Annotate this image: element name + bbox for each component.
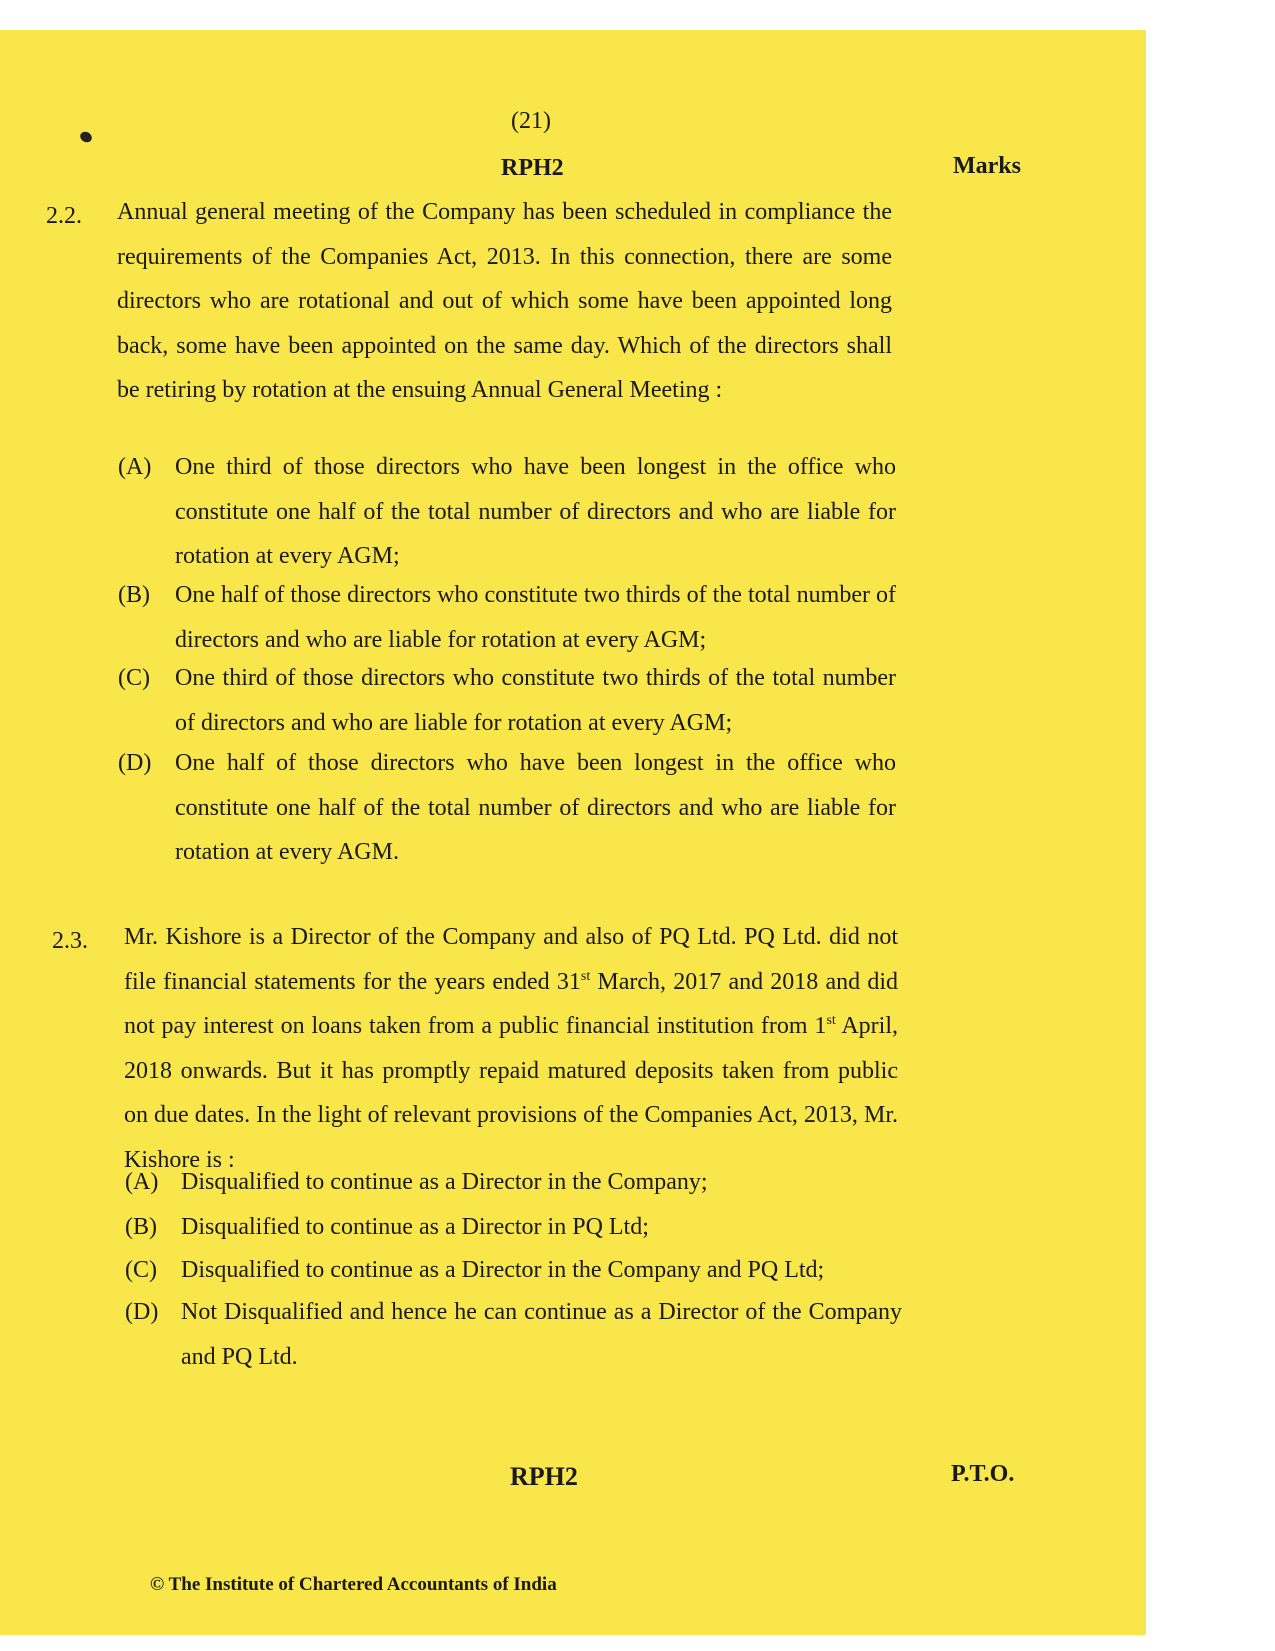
page-number: (21) xyxy=(511,108,551,134)
option-label: (A) xyxy=(125,1169,159,1195)
option-text: Disqualified to continue as a Director in the Company; xyxy=(181,1169,708,1195)
question-text: Mr. Kishore is a Director of the Company and also of PQ Ltd. PQ Ltd. did not file financial statements for the years ended 31st March, 2017 and 2018 and did not pay interest on loans taken from a public financial institution from 1st April, 2018 onwards. But it has promptly repaid matured deposits taken from public on due dates. In the light of relevant provisions of the Companies Act, 2013, Mr. Kishore is : xyxy=(124,924,899,1173)
paper-code: RPH2 xyxy=(501,155,564,181)
option-label: (D) xyxy=(118,750,152,776)
option-label: (C) xyxy=(118,665,150,691)
option-text: Disqualified to continue as a Director in the Company and PQ Ltd; xyxy=(181,1257,825,1283)
option-text: One half of those directors who constitute two thirds of the total number of directors and who are liable for rotation at every AGM; xyxy=(175,582,896,653)
option-text: One third of those directors who constitute two thirds of the total number of directors and who are liable for rotation at every AGM; xyxy=(175,665,896,736)
option-label: (B) xyxy=(118,582,150,608)
option-text: One third of those directors who have been longest in the office who constitute one half of the total number of directors and who are liable for rotation at every AGM; xyxy=(175,454,896,569)
option-text: One half of those directors who have been longest in the office who constitute one half of the total number of directors and who are liable for rotation at every AGM. xyxy=(175,750,896,865)
question-number: 2.2. xyxy=(46,203,82,229)
option-label: (D) xyxy=(125,1299,159,1325)
option-text: Disqualified to continue as a Director in PQ Ltd; xyxy=(181,1214,649,1240)
pto-label: P.T.O. xyxy=(951,1461,1015,1487)
option-text: Not Disqualified and hence he can continue as a Director of the Company and PQ Ltd. xyxy=(181,1299,902,1370)
question-text: Annual general meeting of the Company has been scheduled in compliance the requirements of the Companies Act, 2013. In this connection, there are some directors who are rotational and out of which some have been appointed long back, some have been appointed on the same day. Which of the directors shall be retiring by rotation at the ensuing Annual General Meeting : xyxy=(117,199,892,403)
option-label: (C) xyxy=(125,1257,157,1283)
option-label: (B) xyxy=(125,1214,157,1240)
copyright-footer: © The Institute of Chartered Accountants of India xyxy=(150,1574,557,1595)
option-label: (A) xyxy=(118,454,152,480)
question-number: 2.3. xyxy=(52,928,88,954)
paper-code-bottom: RPH2 xyxy=(510,1462,578,1491)
marks-heading: Marks xyxy=(953,153,1021,179)
